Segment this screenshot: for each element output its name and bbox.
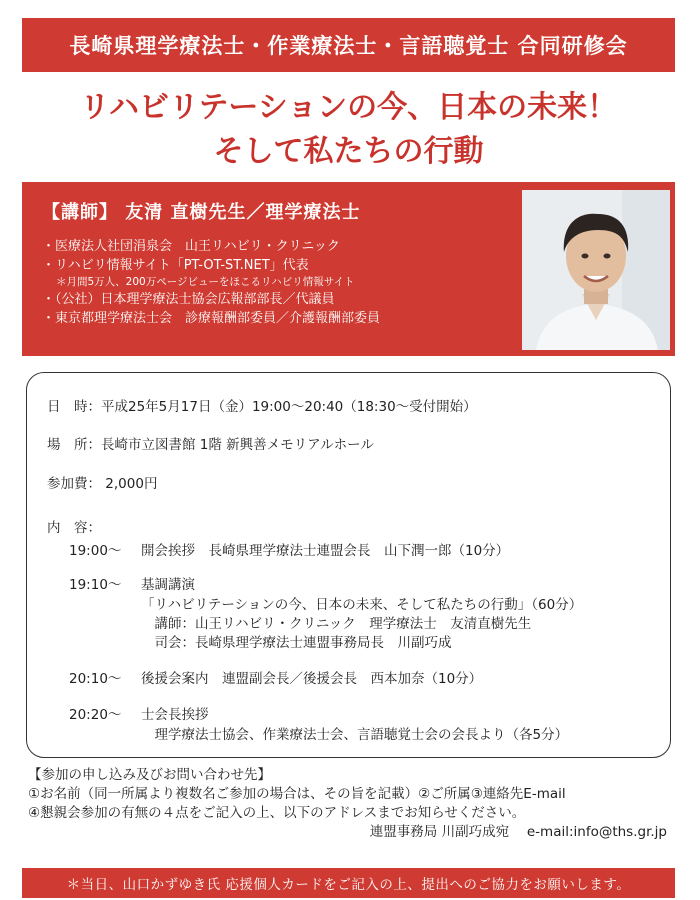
event-title xyxy=(22,86,675,174)
schedule-line: 理学療法士協会、作業療法士会、言語聴覚士会の会長より（各5分） xyxy=(141,727,569,743)
event-place: 場 所：長崎市立図書館 1階 新興善メモリアルホール xyxy=(47,437,374,453)
contents-label: 内 容： xyxy=(47,520,101,536)
event-fee: 参加費： 2,000円 xyxy=(47,476,158,492)
schedule-time: 20:20〜 xyxy=(69,707,122,723)
lecturer-credentials xyxy=(42,237,532,328)
schedule-line: 士会長挨拶 xyxy=(141,707,209,723)
contact-heading: 【参加の申し込み及びお問い合わせ先】 xyxy=(28,767,271,783)
event-date: 日 時：平成25年5月17日（金）19:00〜20:40（18:30〜受付開始） xyxy=(47,399,477,415)
portrait-image xyxy=(522,190,670,350)
credential-item: ・医療法人社団涓泉会 山王リハビリ・クリニック xyxy=(42,239,340,254)
footer-text: ＊当日、山口かずゆき氏 応援個人カードをご記入の上、提出へのご協力をお願いします。 xyxy=(66,877,631,893)
schedule-time: 19:00〜 xyxy=(69,543,122,559)
schedule-line: 後援会案内 連盟副会長／後援会長 西本加奈（10分） xyxy=(141,671,483,687)
contact-email: 連盟事務局 川副巧成宛 e-mail:info@ths.gr.jp xyxy=(369,824,667,840)
schedule-line: 開会挨拶 長崎県理学療法士連盟会長 山下潤一郎（10分） xyxy=(141,543,510,559)
lecturer-panel xyxy=(22,182,675,356)
lecturer-heading: 【講師】 友清 直樹先生／理学療法士 xyxy=(42,202,361,223)
banner-text: 長崎県理学療法士・作業療法士・言語聴覚士 合同研修会 xyxy=(69,34,628,58)
credential-item: ・（公社）日本理学療法士協会広報部部長／代議員 xyxy=(42,292,335,307)
footer-banner xyxy=(22,868,675,898)
contact-section xyxy=(28,766,673,842)
credential-item: ・東京都理学療法士会 診療報酬部委員／介護報酬部委員 xyxy=(42,311,381,326)
schedule-line: 基調講演 xyxy=(141,577,195,593)
credential-item: ・リハビリ情報サイト「PT-OT-ST.NET」代表 xyxy=(42,258,309,273)
schedule-line: 講師：山王リハビリ・クリニック 理学療法士 友清直樹先生 xyxy=(141,616,532,632)
event-banner xyxy=(22,18,675,72)
title-line-1: リハビリテーションの今、日本の未来！ xyxy=(79,90,618,125)
title-line-2: そして私たちの行動 xyxy=(213,134,484,169)
schedule-time: 19:10〜 xyxy=(69,577,122,593)
schedule-line: 「リハビリテーションの今、日本の未来、そして私たちの行動」（60分） xyxy=(141,597,583,613)
contact-line: ①お名前（同一所属より複数名ご参加の場合は、その旨を記載）②ご所属③連絡先E-mail xyxy=(28,786,566,802)
schedule-line: 司会：長崎県理学療法士連盟事務局長 川副巧成 xyxy=(141,635,452,651)
contact-line: ④懇親会参加の有無の４点をご記入の上、以下のアドレスまでお知らせください。 xyxy=(28,805,526,821)
lecturer-photo xyxy=(522,190,670,350)
event-details xyxy=(26,372,671,758)
credential-note: ＊月間5万人、200万ページビューをほこるリハビリ情報サイト xyxy=(56,276,355,288)
schedule-time: 20:10〜 xyxy=(69,671,122,687)
